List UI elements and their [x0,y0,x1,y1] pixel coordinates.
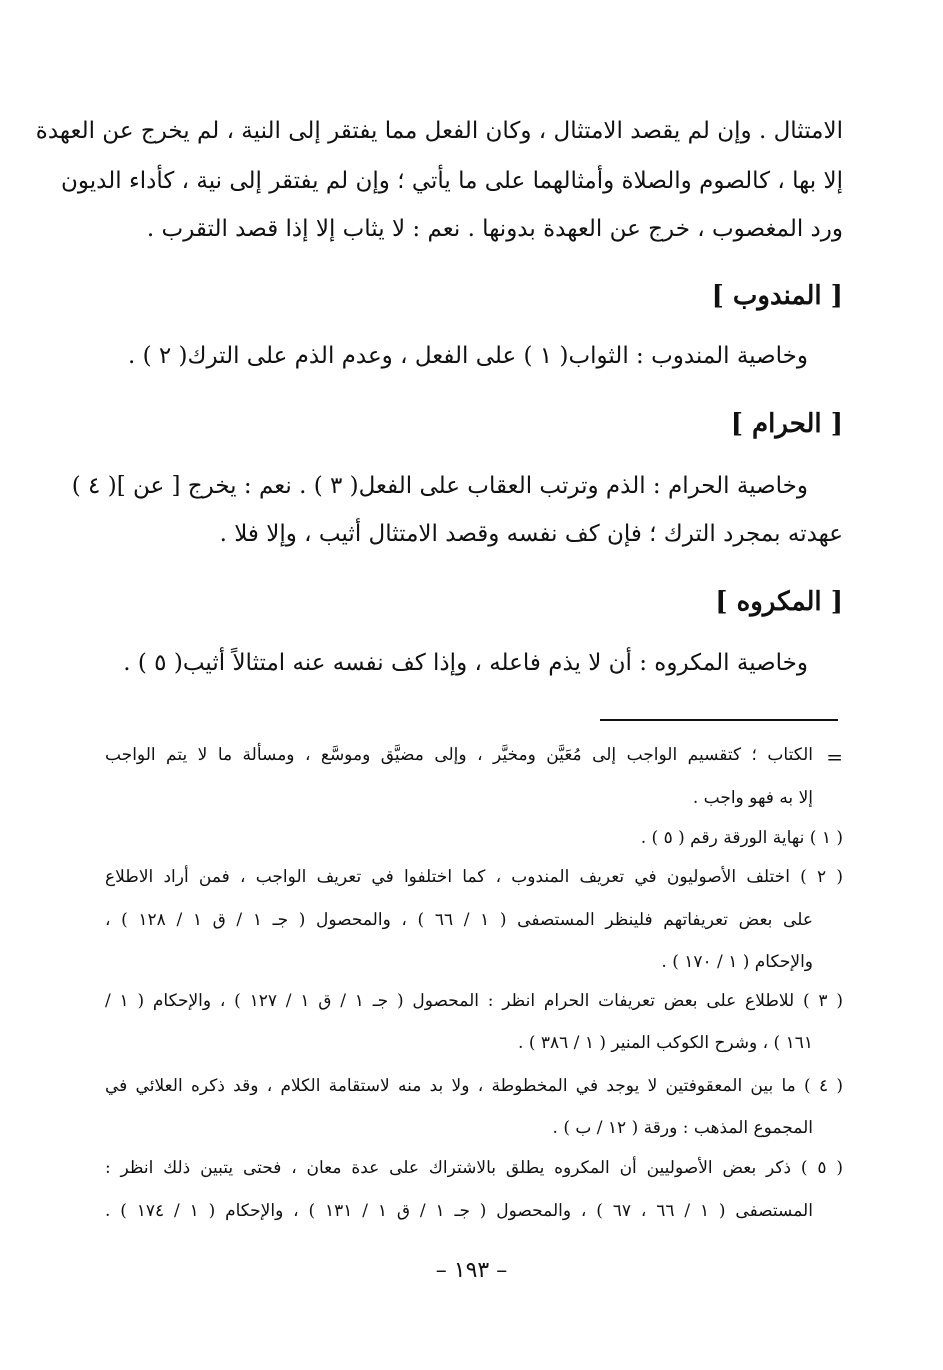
section-heading-haram: [ الحرام ] [730,409,843,439]
footnote-line: المجموع المذهب : ورقة ( ١٢ / ب ) . [552,1118,813,1138]
body-line: ورد المغصوب ، خرج عن العهدة بدونها . نعم : لا يثاب إلا إذا قصد التقرب . [146,216,843,242]
footnote-line: إلا به فهو واجب . [692,788,813,808]
footnote-2: ( ٢ ) اختلف الأصوليون في تعريف المندوب ، كما اختلفوا في تعريف الواجب ، فمن أراد الاطلاع [105,867,843,887]
section-heading-makruh: [ المكروه ] [715,587,843,617]
footnote-separator [600,719,838,721]
continuation-mark: = [826,745,843,769]
footnote-1: ( ١ ) نهاية الورقة رقم ( ٥ ) . [640,828,843,848]
body-line: وخاصية المندوب : الثواب( ١ ) على الفعل ، وعدم الذم على الترك( ٢ ) . [127,343,808,369]
footnote-line: الكتاب ؛ كتقسيم الواجب إلى مُعَيَّن ومخيَّر ، وإلى مضيَّق وموسَّع ، ومسألة ما لا يتم الواجب [105,745,813,765]
footnote-line: ١٦١ ) ، وشرح الكوكب المنير ( ١ / ٣٨٦ ) . [518,1033,813,1053]
body-line: وخاصية الحرام : الذم وترتب العقاب على الفعل( ٣ ) . نعم : يخرج [ عن ]( ٤ ) [71,473,808,499]
footnote-5: ( ٥ ) ذكر بعض الأصوليين أن المكروه يطلق بالاشتراك على عدة معان ، فحتى يتبين ذلك انظر : [105,1158,843,1178]
footnote-3: ( ٣ ) للاطلاع على بعض تعريفات الحرام انظر : المحصول ( جـ ١ / ق ١ / ١٢٧ ) ، والإحكام ( ١ / [105,991,843,1011]
body-line: الامتثال . وإن لم يقصد الامتثال ، وكان الفعل مما يفتقر إلى النية ، لم يخرج عن العهدة [35,118,843,144]
section-heading-mandub: [ المندوب ] [711,281,843,311]
body-line: وخاصية المكروه : أن لا يذم فاعله ، وإذا كف نفسه عنه امتثالاً أثيب( ٥ ) . [123,650,808,676]
footnote-line: على بعض تعريفاتهم فلينظر المستصفى ( ١ / ٦٦ ) ، والمحصول ( جـ ١ / ق ١ / ١٢٨ ) ، [105,910,813,930]
body-line: إلا بها ، كالصوم والصلاة وأمثالهما على ما يأتي ؛ وإن لم يفتقر إلى نية ، كأداء الديون [60,168,843,194]
footnote-4: ( ٤ ) ما بين المعقوفتين لا يوجد في المخطوطة ، ولا بد منه لاستقامة الكلام ، وقد ذكره العلائي في [105,1076,843,1096]
footnote-line: والإحكام ( ١ / ١٧٠ ) . [661,952,813,972]
body-line: عهدته بمجرد الترك ؛ فإن كف نفسه وقصد الامتثال أثيب ، وإلا فلا . [219,521,843,547]
page-number: – ١٩٣ – [435,1258,508,1283]
footnote-line: المستصفى ( ١ / ٦٦ ، ٦٧ ) ، والمحصول ( جـ ١ / ق ١ / ١٣١ ) ، والإحكام ( ١ / ١٧٤ ) . [105,1201,813,1221]
